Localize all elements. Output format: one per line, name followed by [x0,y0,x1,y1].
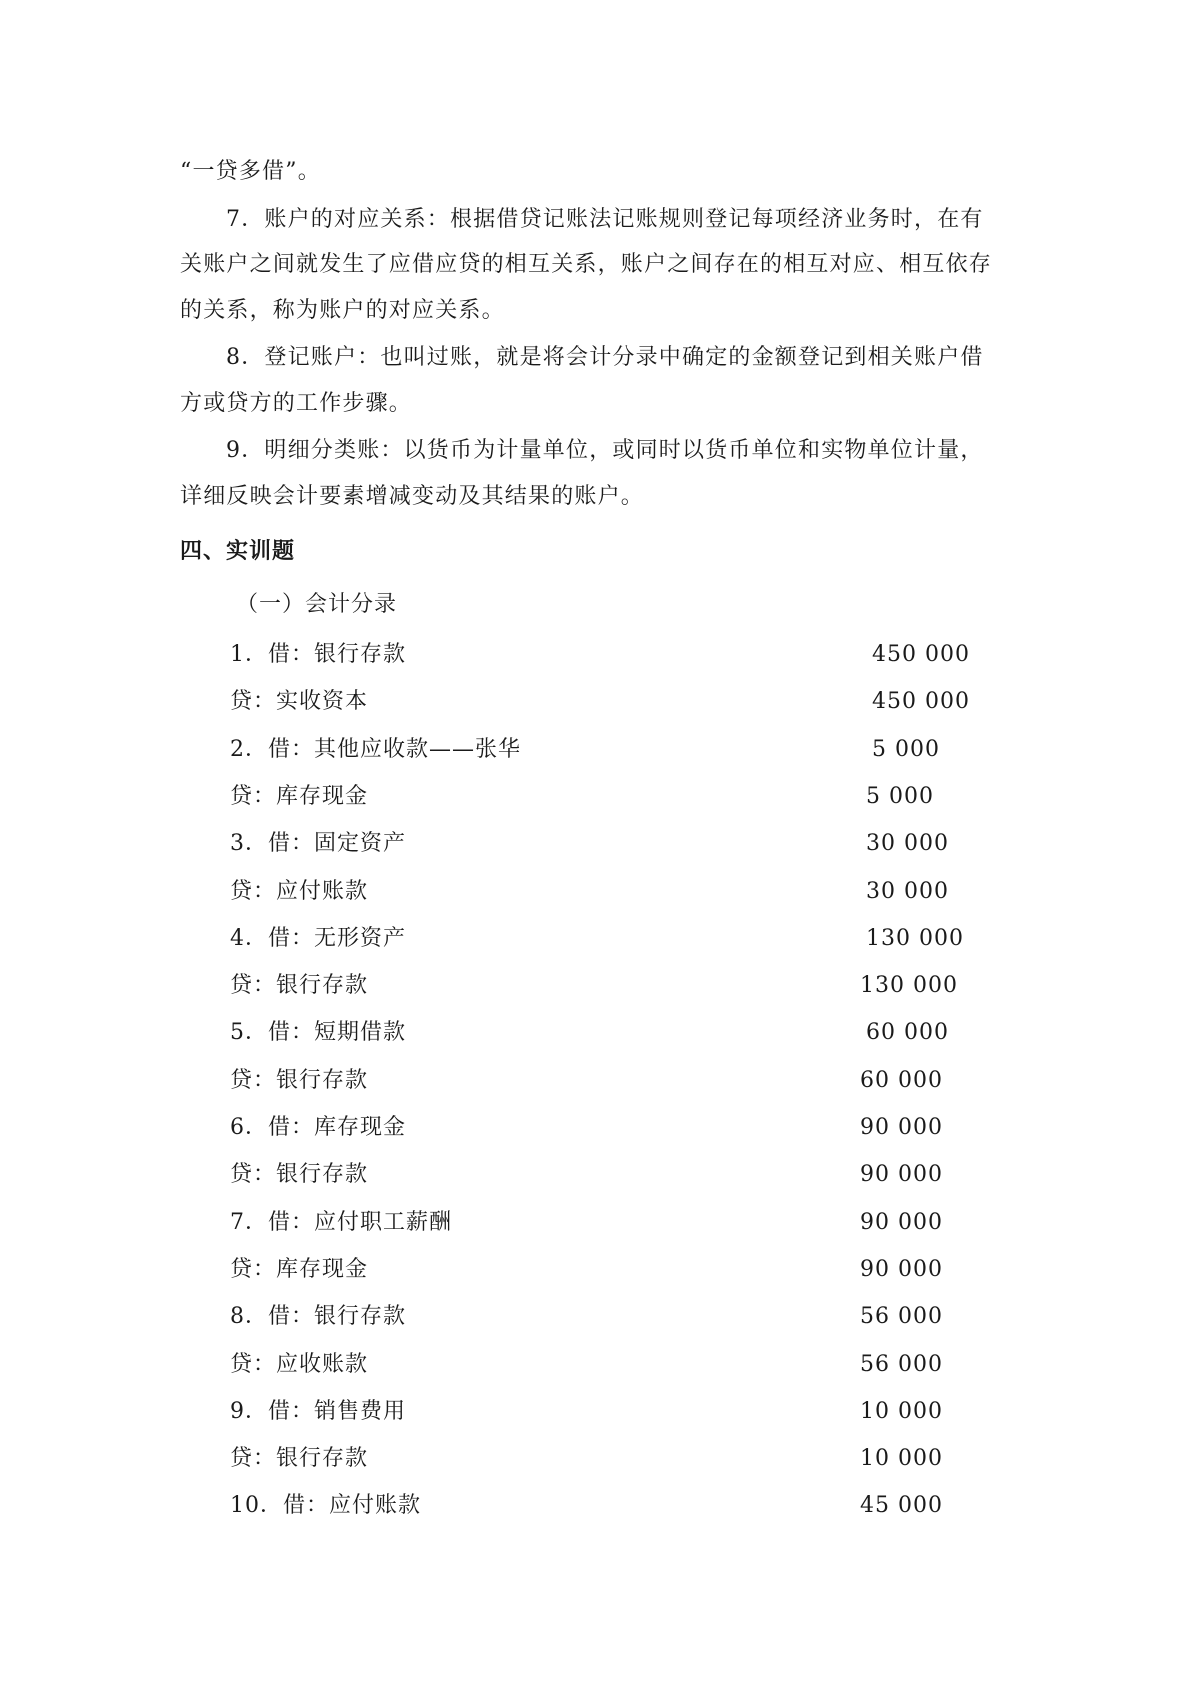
entry-amount: 56 000 [860,1351,943,1377]
journal-entry-row [0,1255,1191,1285]
journal-entry-row [0,1444,1191,1474]
journal-entry-row [0,877,1191,907]
entry-account: 贷：实收资本 [230,689,369,715]
paragraph-line: 8．登记账户：也叫过账，就是将会计分录中确定的金额登记到相关账户借 [226,345,984,370]
entry-amount: 90 000 [860,1162,943,1188]
journal-entry-row [0,640,1191,670]
entry-account: 5．借：短期借款 [230,1020,406,1046]
entry-amount: 60 000 [860,1067,943,1093]
journal-entry-row [0,1208,1191,1238]
entry-amount: 45 000 [860,1493,943,1519]
entry-amount: 5 000 [866,783,934,809]
journal-entry-row [0,735,1191,765]
entry-account: 贷：银行存款 [230,1162,369,1188]
entry-account: 2．借：其他应收款——张华 [230,736,521,762]
entry-account: 贷：应付账款 [230,878,369,904]
entry-amount: 130 000 [866,925,964,951]
entry-amount: 450 000 [872,642,970,667]
entry-amount: 30 000 [866,878,949,904]
journal-entry-row [0,782,1191,812]
entry-account: 10．借：应付账款 [230,1493,421,1519]
entry-account: 8．借：银行存款 [230,1304,406,1330]
entry-amount: 56 000 [860,1304,943,1330]
paragraph-line: 9．明细分类账：以货币为计量单位，或同时以货币单位和实物单位计量， [226,438,984,463]
journal-entry-row [0,1397,1191,1427]
journal-entry-row [0,924,1191,954]
journal-entry-row [0,1018,1191,1048]
entry-account: 贷：银行存款 [230,1067,369,1093]
entry-amount: 30 000 [866,831,949,857]
paragraph-line: “一贷多借”。 [180,159,321,184]
entry-account: 9．借：销售费用 [230,1398,406,1424]
entry-amount: 60 000 [866,1020,949,1046]
journal-entry-row [0,687,1191,717]
entry-account: 贷：银行存款 [230,1446,369,1472]
entry-account: 3．借：固定资产 [230,831,406,857]
entry-account: 贷：应收账款 [230,1351,369,1377]
paragraph-line: 方或贷方的工作步骤。 [180,391,413,416]
section-title: 四、实训题 [180,539,296,564]
entry-amount: 90 000 [860,1256,943,1282]
journal-entry-row [0,1302,1191,1332]
entry-amount: 5 000 [872,736,940,762]
entry-account: 贷：银行存款 [230,973,369,999]
journal-entry-row [0,1350,1191,1380]
journal-entry-row [0,1491,1191,1521]
section-subtitle: （一）会计分录 [236,592,398,617]
entry-account: 1．借：银行存款 [230,642,406,667]
entry-amount: 10 000 [860,1446,943,1472]
entry-account: 7．借：应付职工薪酬 [230,1209,452,1235]
paragraph-line: 关账户之间就发生了应借应贷的相互关系，账户之间存在的相互对应、相互依存 [180,252,993,277]
entry-account: 贷：库存现金 [230,1256,369,1282]
journal-entry-row [0,1066,1191,1096]
entry-account: 6．借：库存现金 [230,1115,406,1140]
entry-amount: 90 000 [860,1209,943,1235]
entry-amount: 450 000 [872,689,970,715]
entry-account: 4．借：无形资产 [230,925,406,951]
paragraph-line: 7．账户的对应关系：根据借贷记账法记账规则登记每项经济业务时，在有 [226,207,984,232]
entry-amount: 90 000 [860,1115,943,1140]
journal-entry-row [0,1160,1191,1190]
paragraph-line: 详细反映会计要素增减变动及其结果的账户。 [180,484,645,509]
entry-amount: 130 000 [860,973,958,999]
journal-entry-row [0,1113,1191,1143]
paragraph-line: 的关系，称为账户的对应关系。 [180,298,505,323]
entry-amount: 10 000 [860,1398,943,1424]
entry-account: 贷：库存现金 [230,783,369,809]
journal-entry-row [0,829,1191,859]
journal-entry-row [0,971,1191,1001]
